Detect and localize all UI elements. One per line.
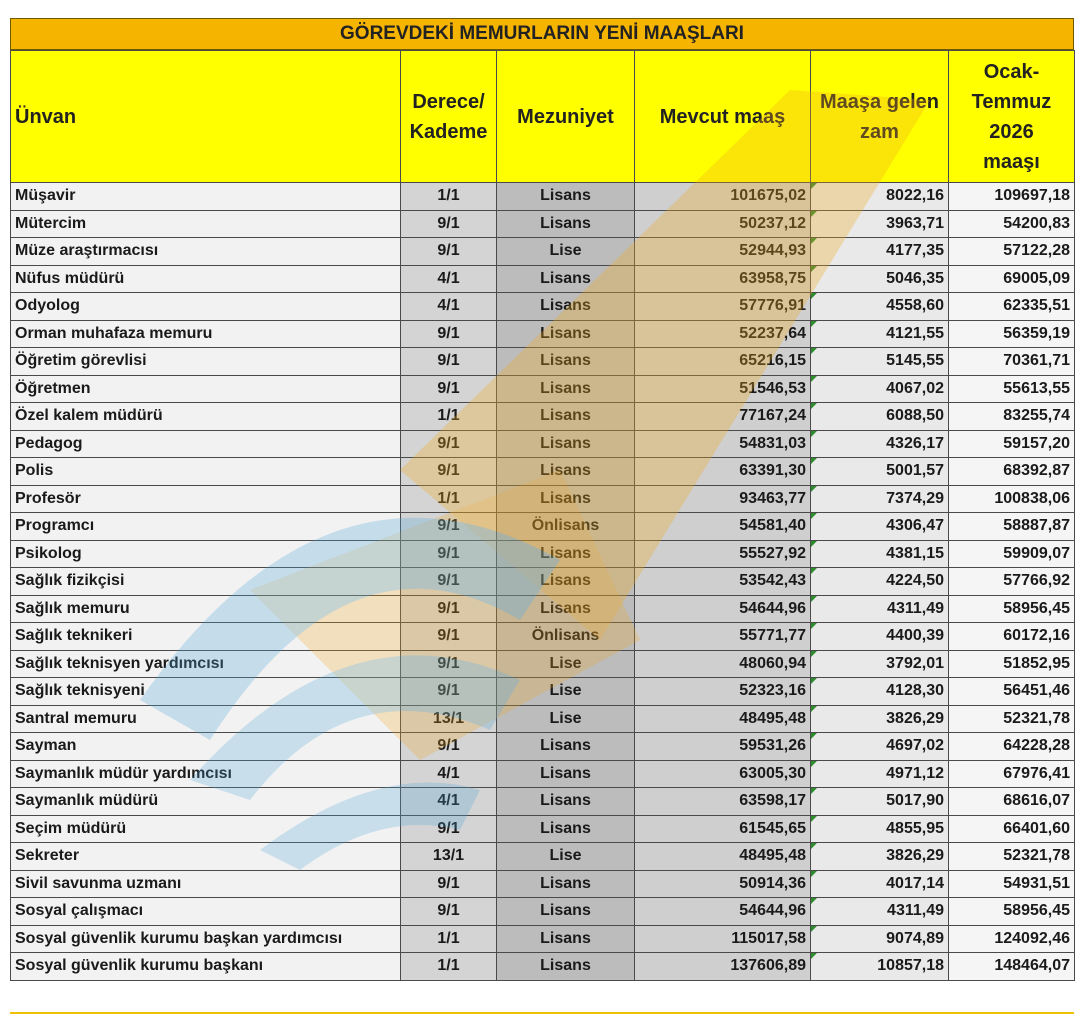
cell-current-salary: 52944,93 bbox=[635, 238, 811, 266]
cell-new-salary: 124092,46 bbox=[949, 925, 1075, 953]
cell-current-salary: 52323,16 bbox=[635, 678, 811, 706]
cell-grade: 9/1 bbox=[401, 513, 497, 541]
cell-new-salary: 58956,45 bbox=[949, 595, 1075, 623]
cell-education: Lisans bbox=[497, 293, 635, 321]
cell-title: Seçim müdürü bbox=[11, 815, 401, 843]
header-row bbox=[11, 51, 1075, 183]
table-row bbox=[11, 815, 1075, 843]
cell-new-salary: 68392,87 bbox=[949, 458, 1075, 486]
cell-education: Lisans bbox=[497, 430, 635, 458]
cell-grade: 9/1 bbox=[401, 348, 497, 376]
cell-current-salary: 137606,89 bbox=[635, 953, 811, 981]
cell-current-salary: 54581,40 bbox=[635, 513, 811, 541]
table-row bbox=[11, 650, 1075, 678]
header-grade-line2: Kademe bbox=[409, 120, 488, 143]
cell-current-salary: 65216,15 bbox=[635, 348, 811, 376]
cell-grade: 9/1 bbox=[401, 238, 497, 266]
cell-education: Lisans bbox=[497, 485, 635, 513]
cell-current-salary: 50237,12 bbox=[635, 210, 811, 238]
cell-grade: 4/1 bbox=[401, 265, 497, 293]
cell-grade: 9/1 bbox=[401, 595, 497, 623]
cell-raise: 4311,49 bbox=[811, 898, 949, 926]
header-raise bbox=[811, 51, 949, 183]
cell-title: Santral memuru bbox=[11, 705, 401, 733]
cell-raise: 6088,50 bbox=[811, 403, 949, 431]
table-row bbox=[11, 843, 1075, 871]
cell-grade: 13/1 bbox=[401, 705, 497, 733]
cell-grade: 9/1 bbox=[401, 430, 497, 458]
table-row bbox=[11, 953, 1075, 981]
cell-raise: 4326,17 bbox=[811, 430, 949, 458]
cell-grade: 1/1 bbox=[401, 953, 497, 981]
cell-new-salary: 64228,28 bbox=[949, 733, 1075, 761]
table-row bbox=[11, 788, 1075, 816]
cell-current-salary: 59531,26 bbox=[635, 733, 811, 761]
cell-education: Lisans bbox=[497, 788, 635, 816]
cell-title: Sosyal güvenlik kurumu başkan yardımcısı bbox=[11, 925, 401, 953]
header-grade-line1: Derece/ bbox=[412, 90, 485, 113]
header-title: Ünvan bbox=[11, 51, 401, 183]
cell-title: Nüfus müdürü bbox=[11, 265, 401, 293]
cell-new-salary: 56451,46 bbox=[949, 678, 1075, 706]
cell-new-salary: 67976,41 bbox=[949, 760, 1075, 788]
cell-grade: 1/1 bbox=[401, 183, 497, 211]
cell-education: Lisans bbox=[497, 925, 635, 953]
cell-new-salary: 56359,19 bbox=[949, 320, 1075, 348]
header-new-salary-line3: 2026 bbox=[989, 120, 1034, 143]
cell-education: Lise bbox=[497, 843, 635, 871]
cell-raise: 10857,18 bbox=[811, 953, 949, 981]
cell-title: Müze araştırmacısı bbox=[11, 238, 401, 266]
cell-education: Lisans bbox=[497, 210, 635, 238]
cell-raise: 3792,01 bbox=[811, 650, 949, 678]
cell-new-salary: 54931,51 bbox=[949, 870, 1075, 898]
table-row bbox=[11, 265, 1075, 293]
table-row bbox=[11, 898, 1075, 926]
cell-education: Lisans bbox=[497, 870, 635, 898]
cell-new-salary: 62335,51 bbox=[949, 293, 1075, 321]
cell-title: Sağlık memuru bbox=[11, 595, 401, 623]
cell-raise: 5017,90 bbox=[811, 788, 949, 816]
cell-current-salary: 61545,65 bbox=[635, 815, 811, 843]
cell-grade: 4/1 bbox=[401, 788, 497, 816]
cell-education: Lisans bbox=[497, 403, 635, 431]
cell-raise: 4128,30 bbox=[811, 678, 949, 706]
cell-raise: 7374,29 bbox=[811, 485, 949, 513]
cell-current-salary: 93463,77 bbox=[635, 485, 811, 513]
cell-current-salary: 50914,36 bbox=[635, 870, 811, 898]
cell-raise: 4177,35 bbox=[811, 238, 949, 266]
cell-title: Sosyal güvenlik kurumu başkanı bbox=[11, 953, 401, 981]
cell-grade: 9/1 bbox=[401, 678, 497, 706]
cell-education: Lisans bbox=[497, 375, 635, 403]
cell-title: Sivil savunma uzmanı bbox=[11, 870, 401, 898]
cell-new-salary: 60172,16 bbox=[949, 623, 1075, 651]
cell-title: Sayman bbox=[11, 733, 401, 761]
cell-title: Sağlık teknikeri bbox=[11, 623, 401, 651]
header-new-salary-line2: Temmuz bbox=[971, 90, 1052, 113]
cell-raise: 3963,71 bbox=[811, 210, 949, 238]
cell-education: Lisans bbox=[497, 348, 635, 376]
cell-grade: 9/1 bbox=[401, 650, 497, 678]
header-current: Mevcut maaş bbox=[635, 51, 811, 183]
cell-education: Lisans bbox=[497, 540, 635, 568]
cell-raise: 4381,15 bbox=[811, 540, 949, 568]
salary-table bbox=[10, 50, 1075, 981]
cell-current-salary: 115017,58 bbox=[635, 925, 811, 953]
cell-education: Lisans bbox=[497, 760, 635, 788]
cell-new-salary: 52321,78 bbox=[949, 843, 1075, 871]
cell-education: Lisans bbox=[497, 733, 635, 761]
cell-raise: 4067,02 bbox=[811, 375, 949, 403]
cell-title: Programcı bbox=[11, 513, 401, 541]
header-raise-line1: Maaşa gelen bbox=[820, 90, 939, 113]
cell-raise: 4855,95 bbox=[811, 815, 949, 843]
cell-current-salary: 63598,17 bbox=[635, 788, 811, 816]
cell-new-salary: 66401,60 bbox=[949, 815, 1075, 843]
cell-raise: 4558,60 bbox=[811, 293, 949, 321]
cell-education: Lisans bbox=[497, 815, 635, 843]
cell-new-salary: 58956,45 bbox=[949, 898, 1075, 926]
header-new-salary-line4: maaşı bbox=[983, 150, 1040, 173]
cell-raise: 4400,39 bbox=[811, 623, 949, 651]
cell-raise: 4311,49 bbox=[811, 595, 949, 623]
cell-grade: 9/1 bbox=[401, 458, 497, 486]
cell-education: Lisans bbox=[497, 320, 635, 348]
header-education: Mezuniyet bbox=[497, 51, 635, 183]
table-row bbox=[11, 568, 1075, 596]
cell-current-salary: 53542,43 bbox=[635, 568, 811, 596]
table-row bbox=[11, 238, 1075, 266]
cell-grade: 13/1 bbox=[401, 843, 497, 871]
cell-current-salary: 63005,30 bbox=[635, 760, 811, 788]
cell-grade: 9/1 bbox=[401, 733, 497, 761]
header-new-salary bbox=[949, 51, 1075, 183]
cell-new-salary: 51852,95 bbox=[949, 650, 1075, 678]
cell-new-salary: 59157,20 bbox=[949, 430, 1075, 458]
cell-title: Odyolog bbox=[11, 293, 401, 321]
cell-title: Müşavir bbox=[11, 183, 401, 211]
header-raise-line2: zam bbox=[860, 120, 899, 143]
cell-grade: 9/1 bbox=[401, 815, 497, 843]
cell-current-salary: 48495,48 bbox=[635, 843, 811, 871]
table-row bbox=[11, 678, 1075, 706]
cell-grade: 1/1 bbox=[401, 403, 497, 431]
cell-education: Lise bbox=[497, 678, 635, 706]
cell-raise: 4697,02 bbox=[811, 733, 949, 761]
cell-raise: 5001,57 bbox=[811, 458, 949, 486]
table-row bbox=[11, 183, 1075, 211]
cell-education: Önlisans bbox=[497, 623, 635, 651]
cell-current-salary: 55527,92 bbox=[635, 540, 811, 568]
cell-title: Sağlık fizikçisi bbox=[11, 568, 401, 596]
table-row bbox=[11, 733, 1075, 761]
cell-new-salary: 100838,06 bbox=[949, 485, 1075, 513]
cell-new-salary: 57766,92 bbox=[949, 568, 1075, 596]
cell-current-salary: 63391,30 bbox=[635, 458, 811, 486]
cell-education: Lise bbox=[497, 650, 635, 678]
cell-title: Saymanlık müdürü bbox=[11, 788, 401, 816]
cell-raise: 4306,47 bbox=[811, 513, 949, 541]
cell-raise: 8022,16 bbox=[811, 183, 949, 211]
cell-new-salary: 69005,09 bbox=[949, 265, 1075, 293]
cell-title: Orman muhafaza memuru bbox=[11, 320, 401, 348]
cell-grade: 9/1 bbox=[401, 568, 497, 596]
cell-current-salary: 57776,91 bbox=[635, 293, 811, 321]
table-row bbox=[11, 485, 1075, 513]
cell-title: Profesör bbox=[11, 485, 401, 513]
cell-raise: 4017,14 bbox=[811, 870, 949, 898]
table-row bbox=[11, 210, 1075, 238]
cell-education: Lise bbox=[497, 705, 635, 733]
cell-new-salary: 83255,74 bbox=[949, 403, 1075, 431]
cell-current-salary: 101675,02 bbox=[635, 183, 811, 211]
cell-raise: 3826,29 bbox=[811, 843, 949, 871]
cell-education: Lisans bbox=[497, 898, 635, 926]
cell-education: Lisans bbox=[497, 265, 635, 293]
cell-grade: 9/1 bbox=[401, 210, 497, 238]
cell-raise: 9074,89 bbox=[811, 925, 949, 953]
cell-title: Sekreter bbox=[11, 843, 401, 871]
cell-title: Sağlık teknisyen yardımcısı bbox=[11, 650, 401, 678]
cell-grade: 9/1 bbox=[401, 870, 497, 898]
cell-title: Özel kalem müdürü bbox=[11, 403, 401, 431]
cell-title: Pedagog bbox=[11, 430, 401, 458]
cell-raise: 4224,50 bbox=[811, 568, 949, 596]
cell-current-salary: 54831,03 bbox=[635, 430, 811, 458]
cell-new-salary: 109697,18 bbox=[949, 183, 1075, 211]
cell-title: Sosyal çalışmacı bbox=[11, 898, 401, 926]
cell-grade: 1/1 bbox=[401, 485, 497, 513]
salary-sheet bbox=[10, 18, 1074, 981]
cell-raise: 5145,55 bbox=[811, 348, 949, 376]
table-body bbox=[11, 183, 1075, 981]
cell-grade: 9/1 bbox=[401, 540, 497, 568]
cell-grade: 9/1 bbox=[401, 320, 497, 348]
table-row bbox=[11, 293, 1075, 321]
cell-new-salary: 58887,87 bbox=[949, 513, 1075, 541]
cell-education: Lisans bbox=[497, 183, 635, 211]
cell-current-salary: 48495,48 bbox=[635, 705, 811, 733]
cell-education: Lisans bbox=[497, 595, 635, 623]
cell-raise: 4121,55 bbox=[811, 320, 949, 348]
table-row bbox=[11, 458, 1075, 486]
cell-new-salary: 55613,55 bbox=[949, 375, 1075, 403]
table-row bbox=[11, 540, 1075, 568]
cell-education: Lisans bbox=[497, 458, 635, 486]
cell-raise: 4971,12 bbox=[811, 760, 949, 788]
table-row bbox=[11, 403, 1075, 431]
cell-grade: 4/1 bbox=[401, 293, 497, 321]
cell-title: Öğretim görevlisi bbox=[11, 348, 401, 376]
cell-raise: 3826,29 bbox=[811, 705, 949, 733]
header-new-salary-line1: Ocak- bbox=[983, 60, 1040, 83]
cell-new-salary: 52321,78 bbox=[949, 705, 1075, 733]
table-row bbox=[11, 348, 1075, 376]
cell-current-salary: 54644,96 bbox=[635, 595, 811, 623]
cell-current-salary: 54644,96 bbox=[635, 898, 811, 926]
cell-education: Lise bbox=[497, 238, 635, 266]
table-row bbox=[11, 925, 1075, 953]
cell-education: Lisans bbox=[497, 953, 635, 981]
table-row bbox=[11, 623, 1075, 651]
cell-new-salary: 57122,28 bbox=[949, 238, 1075, 266]
table-title: GÖREVDEKİ MEMURLARIN YENİ MAAŞLARI bbox=[10, 18, 1074, 50]
cell-new-salary: 70361,71 bbox=[949, 348, 1075, 376]
header-grade bbox=[401, 51, 497, 183]
cell-grade: 9/1 bbox=[401, 375, 497, 403]
table-row bbox=[11, 320, 1075, 348]
cell-new-salary: 59909,07 bbox=[949, 540, 1075, 568]
cell-raise: 5046,35 bbox=[811, 265, 949, 293]
cell-title: Öğretmen bbox=[11, 375, 401, 403]
table-row bbox=[11, 760, 1075, 788]
cell-grade: 9/1 bbox=[401, 623, 497, 651]
cell-title: Sağlık teknisyeni bbox=[11, 678, 401, 706]
cell-new-salary: 68616,07 bbox=[949, 788, 1075, 816]
table-row bbox=[11, 513, 1075, 541]
footer-divider bbox=[10, 1012, 1074, 1014]
cell-grade: 4/1 bbox=[401, 760, 497, 788]
cell-grade: 1/1 bbox=[401, 925, 497, 953]
cell-title: Polis bbox=[11, 458, 401, 486]
cell-current-salary: 51546,53 bbox=[635, 375, 811, 403]
cell-grade: 9/1 bbox=[401, 898, 497, 926]
table-row bbox=[11, 705, 1075, 733]
cell-current-salary: 48060,94 bbox=[635, 650, 811, 678]
cell-current-salary: 52237,64 bbox=[635, 320, 811, 348]
cell-current-salary: 55771,77 bbox=[635, 623, 811, 651]
cell-title: Saymanlık müdür yardımcısı bbox=[11, 760, 401, 788]
cell-current-salary: 63958,75 bbox=[635, 265, 811, 293]
table-row bbox=[11, 430, 1075, 458]
cell-education: Önlisans bbox=[497, 513, 635, 541]
cell-current-salary: 77167,24 bbox=[635, 403, 811, 431]
cell-education: Lisans bbox=[497, 568, 635, 596]
cell-new-salary: 148464,07 bbox=[949, 953, 1075, 981]
cell-title: Mütercim bbox=[11, 210, 401, 238]
table-row bbox=[11, 375, 1075, 403]
table-row bbox=[11, 870, 1075, 898]
table-row bbox=[11, 595, 1075, 623]
cell-new-salary: 54200,83 bbox=[949, 210, 1075, 238]
cell-title: Psikolog bbox=[11, 540, 401, 568]
